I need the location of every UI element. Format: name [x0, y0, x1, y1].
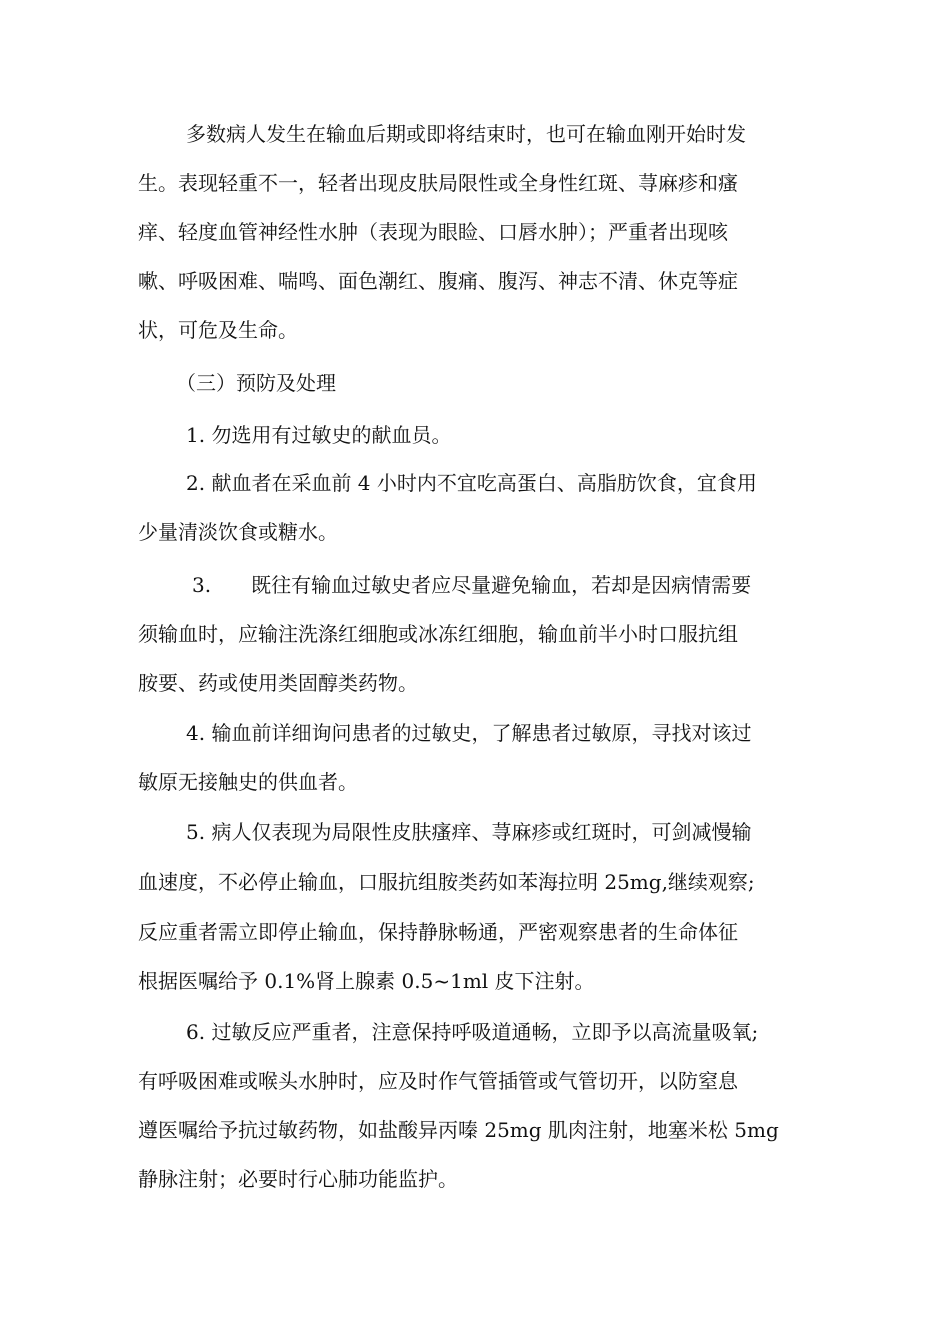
item-6-line-3: 遵医嘱给予抗过敏药物，如盐酸异丙嗪 25mg 肌肉注射，地塞米松 5mg	[138, 1118, 779, 1142]
paragraph-1-line-2: 生。表现轻重不一，轻者出现皮肤局限性或全身性红斑、荨麻疹和瘙	[138, 171, 738, 195]
item-6-line-4: 静脉注射；必要时行心肺功能监护。	[138, 1167, 458, 1191]
item-6-line-1: 6. 过敏反应严重者，注意保持呼吸道通畅，立即予以高流量吸氧;	[186, 1020, 759, 1044]
item-6-line-2: 有呼吸困难或喉头水肿时，应及时作气管插管或气管切开，以防窒息	[138, 1069, 738, 1093]
item-5-line-2: 血速度，不必停止输血，口服抗组胺类药如苯海拉明 25mg,继续观察;	[138, 870, 755, 894]
item-4-line-2: 敏原无接触史的供血者。	[138, 770, 358, 794]
paragraph-1-line-3: 痒、轻度血管神经性水肿（表现为眼睑、口唇水肿）；严重者出现咳	[138, 220, 728, 244]
item-1-line-1: 1. 勿选用有过敏史的献血员。	[186, 423, 452, 447]
item-5-line-1: 5. 病人仅表现为局限性皮肤瘙痒、荨麻疹或红斑时，可剑减慢输	[186, 820, 752, 844]
paragraph-1-line-4: 嗽、呼吸困难、喘鸣、面色潮红、腹痛、腹泻、神志不清、休克等症	[138, 269, 738, 293]
paragraph-1-line-5: 状，可危及生命。	[138, 318, 298, 342]
item-5-line-4: 根据医嘱给予 0.1%肾上腺素 0.5~1ml 皮下注射。	[138, 969, 595, 993]
item-3-line-1: 3. 既往有输血过敏史者应尽量避免输血，若却是因病情需要	[192, 573, 752, 597]
item-2-line-1: 2. 献血者在采血前 4 小时内不宜吃高蛋白、高脂肪饮食，宜食用	[186, 471, 757, 495]
paragraph-1-line-1: 多数病人发生在输血后期或即将结束时，也可在输血刚开始时发	[186, 122, 746, 146]
item-3-line-2: 须输血时，应输注洗涤红细胞或冰冻红细胞，输血前半小时口服抗组	[138, 622, 738, 646]
item-2-line-2: 少量清淡饮食或糖水。	[138, 520, 338, 544]
item-5-line-3: 反应重者需立即停止输血，保持静脉畅通，严密观察患者的生命体征	[138, 920, 738, 944]
item-3-line-3: 胺要、药或使用类固醇类药物。	[138, 671, 418, 695]
item-4-line-1: 4. 输血前详细询问患者的过敏史，了解患者过敏原，寻找对该过	[186, 721, 752, 745]
section-heading: （三）预防及处理	[176, 371, 336, 395]
